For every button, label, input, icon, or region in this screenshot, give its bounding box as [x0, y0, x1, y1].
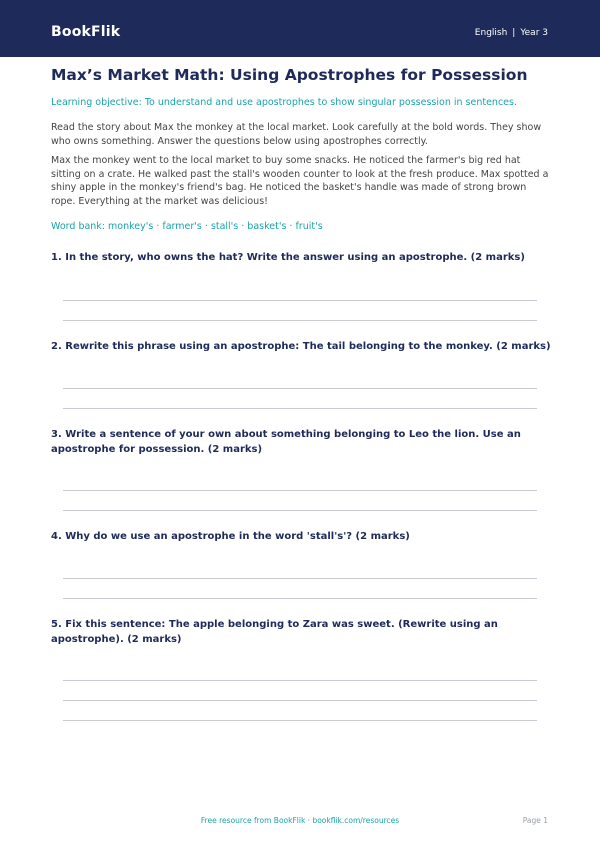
brand-logo[interactable]: BookFlik [51, 24, 121, 40]
meta-separator: | [512, 28, 516, 38]
year-label: Year 3 [520, 28, 548, 38]
question-1: 1. In the story, who owns the hat? Write the answer using an apostrophe. (2 marks) [51, 252, 525, 263]
question-4: 4. Why do we use an apostrophe in the word 'stall's'? (2 marks) [51, 531, 410, 542]
story-paragraph: Max the monkey went to the local market to buy some snacks. He noticed the farmer's big red hat sitting on a crate. He walked past the stall's wooden counter to look at the fresh produce. Max spotted a shiny apple in the monkey's friend's bag. He noticed the basket's handle was made of strong brown rope. Everything at the market was delicious! [51, 155, 549, 207]
answer-line[interactable] [63, 408, 537, 409]
answer-line[interactable] [63, 680, 537, 681]
answer-line[interactable] [63, 510, 537, 511]
question-5: 5. Fix this sentence: The apple belonging to Zara was sweet. (Rewrite using an apostrophe). (2 marks) [51, 619, 498, 645]
answer-line[interactable] [63, 700, 537, 701]
header-bar [0, 0, 600, 57]
answer-line[interactable] [63, 598, 537, 599]
question-2: 2. Rewrite this phrase using an apostrophe: The tail belonging to the monkey. (2 marks) [51, 341, 551, 352]
subject-year [475, 28, 548, 38]
answer-line[interactable] [63, 720, 537, 721]
answer-line[interactable] [63, 300, 537, 301]
page-title: Max’s Market Math: Using Apostrophes for Possession [51, 66, 528, 84]
learning-objective: Learning objective: To understand and use apostrophes to show singular possession in sentences. [51, 97, 517, 108]
intro-paragraph: Read the story about Max the monkey at the local market. Look carefully at the bold words. They show who owns something. Answer the questions below using apostrophes correctly. [51, 122, 542, 147]
answer-line[interactable] [63, 578, 537, 579]
question-3: 3. Write a sentence of your own about something belonging to Leo the lion. Use an apostrophe for possession. (2 marks) [51, 429, 521, 455]
footer-credit[interactable]: Free resource from BookFlik · bookflik.com/resources [200, 816, 400, 825]
word-bank: Word bank: monkey's · farmer's · stall's · basket's · fruit's [51, 221, 323, 232]
page-number: Page 1 [522, 816, 548, 825]
subject-label: English [474, 28, 508, 38]
answer-line[interactable] [63, 320, 537, 321]
answer-line[interactable] [63, 490, 537, 491]
answer-line[interactable] [63, 388, 537, 389]
